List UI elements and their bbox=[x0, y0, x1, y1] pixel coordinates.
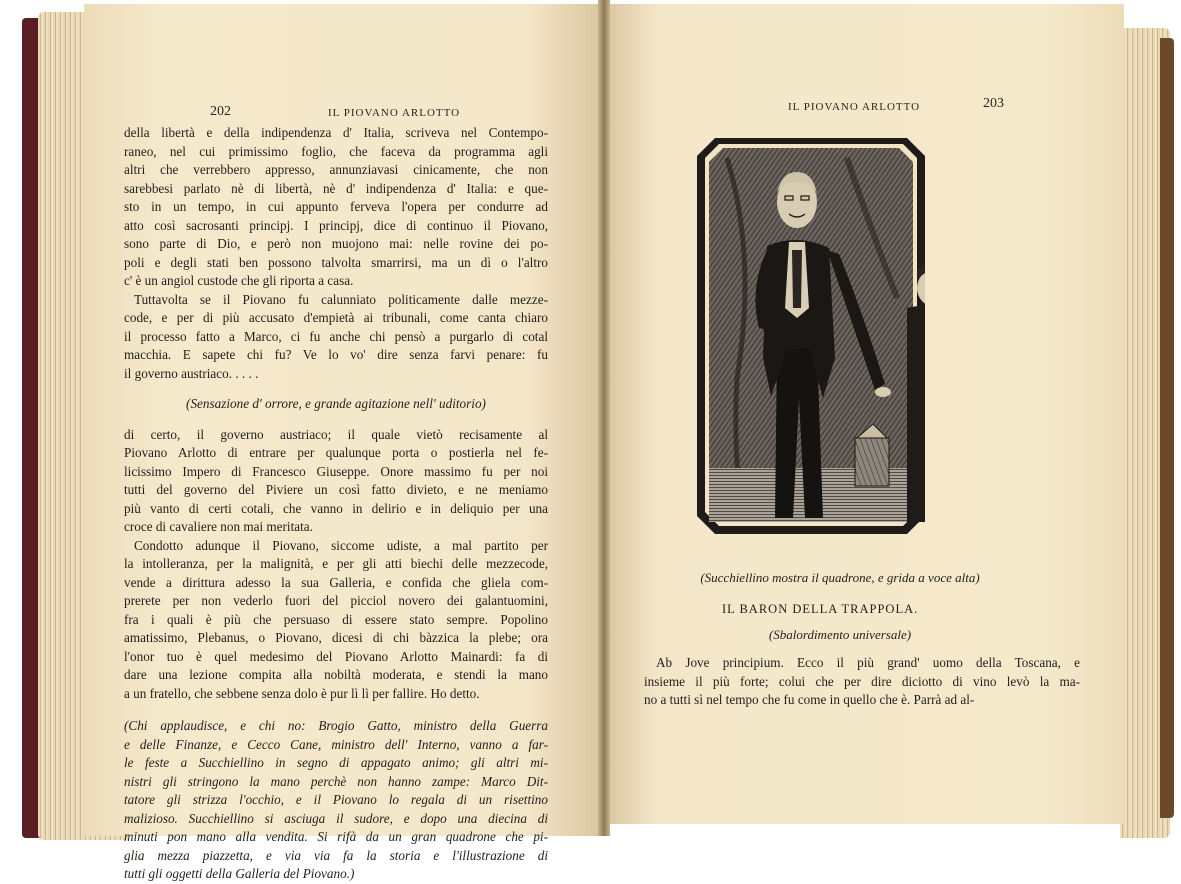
text-line: Tuttavolta se il Piovano fu calunniato politicamente dalle mezze- bbox=[134, 291, 548, 307]
text-line: le feste a Succhiellino in segno di appagato animo; gli altri mi- bbox=[124, 755, 548, 770]
text-line: della libertà e della indipendenza d' Italia, scriveva nel Contempo- bbox=[124, 125, 548, 140]
paragraph-1 bbox=[124, 124, 548, 291]
text-line: il processo fatto a Marco, ci fu anche chi pensò a purgarlo di cotal bbox=[124, 328, 548, 344]
right-page-body bbox=[644, 654, 1080, 710]
text-line: sono parte di Dio, e però non muojono mai: nelle rovine dei po- bbox=[124, 236, 548, 251]
text-line: Condotto adunque il Piovano, siccome udiste, a mal partito per bbox=[134, 537, 548, 553]
text-line: sto in un tempo, in cui appunto ferveva l'opera per condurre ad bbox=[124, 199, 548, 214]
text-line: c' è un angiol custode che gli riporta a casa. bbox=[124, 273, 354, 288]
text-line: tutti gli oggetti della Galleria del Piovano.) bbox=[124, 866, 355, 881]
book-cover-right bbox=[1160, 38, 1174, 818]
stage-direction-block bbox=[124, 717, 548, 884]
paragraph-4 bbox=[124, 537, 548, 704]
text-line: dare una lezione compita alla nobiltà moderata, e stendi la mano bbox=[124, 667, 548, 682]
stage-direction: (Sbalordimento universale) bbox=[768, 627, 912, 642]
text-line: fra i quali è più che persuaso di essere stato sempre. Popolino bbox=[124, 611, 548, 627]
text-line: no a tutti sì nel tempo che fu come in quello che è. Parrà ad al- bbox=[644, 692, 975, 707]
text-line: Ab Jove principium. Ecco il più grand' uomo della Toscana, e bbox=[656, 655, 1080, 670]
stage-direction: (Sensazione d' orrore, e grande agitazione nell' uditorio) bbox=[186, 396, 486, 411]
running-head-left: IL PIOVANO ARLOTTO bbox=[328, 107, 461, 119]
paragraph-3 bbox=[124, 426, 548, 537]
text-line: più vanto di certi cotali, che vanno in delirio e in deliquio per una bbox=[124, 500, 548, 516]
text-line: amatissimo, Plebanus, o Piovano, dicesi di chi bàzzica la plebe; ora bbox=[124, 630, 548, 645]
text-line: tatore gli strizza l'occhio, e il Piovano lo regala di un risettino bbox=[124, 792, 548, 807]
text-line: poli e degli stati ben possono talvolta smarrirsi, ma un dì o l'altro bbox=[124, 254, 548, 270]
text-line: malizioso. Succhiellino si asciuga il sudore, e dopo una diecina di bbox=[124, 810, 548, 826]
text-line: tutti del governo del Piviere un così fatto divieto, e ne meniamo bbox=[124, 482, 548, 497]
text-line: minuti pon mano alla vendita. Si rifà da un gran quadrone che pi- bbox=[124, 829, 548, 844]
text-line: il governo austriaco. . . . . bbox=[124, 365, 259, 381]
engraving-illustration bbox=[697, 138, 925, 534]
left-page-body bbox=[124, 124, 548, 884]
text-line: sarebbesi parlato nè di libertà, nè d' indipendenza d' Italia: e que- bbox=[124, 180, 548, 196]
text-line: insieme il più forte; colui che per dire diciotto di vino levò la ma- bbox=[644, 673, 1080, 689]
page-number-right: 203 bbox=[983, 96, 1004, 111]
text-line: l'onor tuo è quel medesimo del Piovano Arlotto Mainardi: fa di bbox=[124, 648, 548, 664]
text-line: glia mezza piazzetta, e via via fa la storia e l'illustrazione di bbox=[124, 847, 548, 863]
text-line: e delle Finanze, e Cecco Cane, ministro dell' Interno, vanno a far- bbox=[124, 736, 548, 752]
text-line: licissimo Impero di Francesco Giuseppe. Onore massimo fu per noi bbox=[124, 463, 548, 479]
text-line: croce di cavaliere non mai meritata. bbox=[124, 519, 313, 534]
book-gutter bbox=[598, 0, 610, 836]
text-line: macchia. E sapete chi fu? Ve lo vo' dire senza farvi penare: fu bbox=[124, 347, 548, 362]
text-line: (Chi applaudisce, e chi no: Brogio Gatto, ministro della Guerra bbox=[124, 718, 548, 733]
page-number-left: 202 bbox=[210, 104, 231, 119]
text-line: raneo, nel cui primissimo foglio, che faceva da programma agli bbox=[124, 143, 548, 159]
running-head-right: IL PIOVANO ARLOTTO bbox=[788, 101, 921, 113]
text-line: code, e per di più accusato d'empietà ai tribunali, come canta chiaro bbox=[124, 310, 548, 325]
text-line: atto così sacrosanti principj. I principj, dice di continuo il Piovano, bbox=[124, 217, 548, 233]
text-line: nistri gli stringono la mano perchè non hanno zampe: Marco Dit- bbox=[124, 773, 548, 789]
speaker-heading: IL BARON DELLA TRAPPOLA. bbox=[722, 602, 919, 616]
text-line: di certo, il governo austriaco; il quale vietò recisamente al bbox=[124, 426, 548, 442]
text-line: altri che verrebbero appresso, annunziavasi cinicamente, che non bbox=[124, 162, 548, 177]
illustration-caption: (Succhiellino mostra il quadrone, e grida a voce alta) bbox=[700, 570, 980, 585]
text-line: a un fratello, che sebbene senza dolo è pur lì lì per fallire. Ho detto. bbox=[124, 685, 480, 701]
text-line: prerete per non vederlo fuori del picciol novero dei galantuomini, bbox=[124, 593, 548, 608]
text-line: vende a dirittura adesso la sua Galleria, e confida che gliela com- bbox=[124, 574, 548, 590]
text-line: la intolleranza, per la malignità, e per gli atti biechi delle mezzecode, bbox=[124, 556, 548, 571]
text-line: Piovano Arlotto di entrare per qualunque porta o postierla nel fe- bbox=[124, 445, 548, 460]
paragraph-2 bbox=[124, 291, 548, 384]
